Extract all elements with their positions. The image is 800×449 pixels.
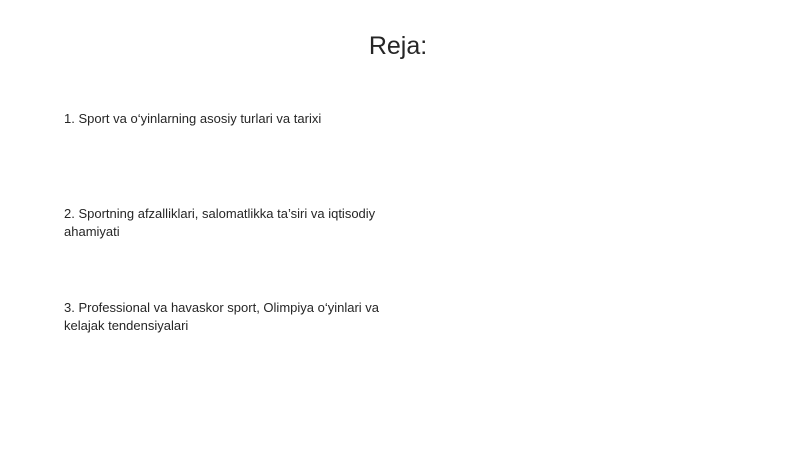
slide-title: Reja:: [368, 32, 428, 60]
plan-item-3: 3. Professional va havaskor sport, Olimpiya o‘yinlari va kelajak tendensiyalari: [64, 300, 380, 333]
plan-item-1: 1. Sport va o‘yinlarning asosiy turlari va tarixi: [64, 111, 322, 126]
plan-item-2: 2. Sportning afzalliklari, salomatlikka ta’siri va iqtisodiy ahamiyati: [64, 206, 376, 239]
